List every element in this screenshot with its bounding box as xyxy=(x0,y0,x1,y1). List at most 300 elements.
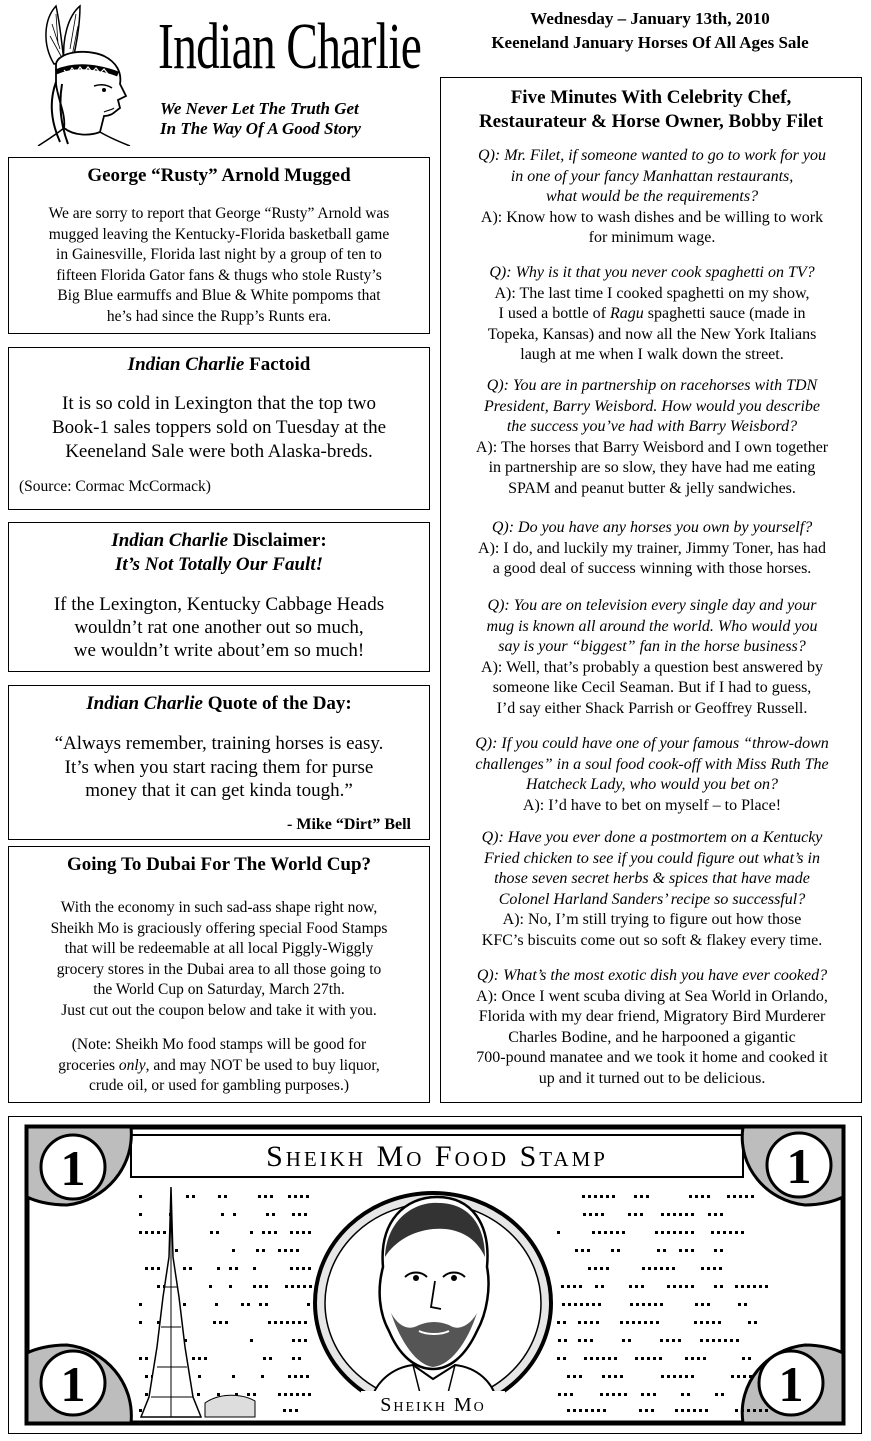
micro-dot xyxy=(706,1321,709,1324)
micro-dot xyxy=(561,1285,564,1288)
micro-dot xyxy=(638,1321,641,1324)
micro-dot xyxy=(630,1303,633,1306)
micro-dot xyxy=(595,1213,598,1216)
micro-dot xyxy=(157,1267,160,1270)
disclaimer-line: If the Lexington, Kentucky Cabbage Heads xyxy=(53,594,385,615)
micro-dot xyxy=(699,1409,702,1412)
note-part: , and may NOT be used to buy liquor, xyxy=(145,1056,380,1074)
micro-dot xyxy=(151,1267,154,1270)
micro-dot xyxy=(296,1231,299,1234)
micro-dot xyxy=(215,1303,218,1306)
micro-dot xyxy=(748,1321,751,1324)
question-line: in one of your fancy Manhattan restaurants, xyxy=(510,167,794,185)
micro-dot xyxy=(163,1231,166,1234)
micro-dot xyxy=(601,1213,604,1216)
micro-dot xyxy=(673,1375,676,1378)
factoid-line: It is so cold in Lexington that the top two xyxy=(62,393,376,414)
micro-dot xyxy=(717,1231,720,1234)
dubai-box xyxy=(8,846,430,1103)
micro-dot xyxy=(596,1321,599,1324)
micro-dot xyxy=(715,1393,718,1396)
micro-dot xyxy=(617,1249,620,1252)
micro-dot xyxy=(654,1267,657,1270)
story-line: We are sorry to report that George “Rusty” Arnold was xyxy=(48,205,390,222)
dubai-note-line: crude oil, or used for gambling purposes.) xyxy=(89,1077,349,1094)
micro-dot xyxy=(253,1393,256,1396)
quote-box xyxy=(8,685,430,840)
micro-dot xyxy=(225,1321,228,1324)
micro-dot xyxy=(274,1321,277,1324)
micro-dot xyxy=(628,1339,631,1342)
micro-dot xyxy=(679,1231,682,1234)
micro-dot xyxy=(691,1357,694,1360)
micro-dot xyxy=(641,1357,644,1360)
micro-dot xyxy=(705,1409,708,1412)
micro-dot xyxy=(730,1339,733,1342)
micro-dot xyxy=(720,1249,723,1252)
micro-dot xyxy=(259,1285,262,1288)
micro-dot xyxy=(268,1231,271,1234)
micro-dot xyxy=(679,1213,682,1216)
micro-dot xyxy=(268,1321,271,1324)
micro-dot xyxy=(295,1409,298,1412)
micro-dot xyxy=(733,1195,736,1198)
micro-dot xyxy=(691,1375,694,1378)
micro-dot xyxy=(307,1303,310,1306)
micro-dot xyxy=(660,1339,663,1342)
micro-dot xyxy=(192,1195,195,1198)
micro-dot xyxy=(679,1375,682,1378)
micro-dot xyxy=(708,1213,711,1216)
answer-line: I’d say either Shack Parrish or Geoffrey Russell. xyxy=(496,699,808,717)
micro-dot xyxy=(744,1303,747,1306)
denomination-top-left: 1 xyxy=(60,1140,86,1196)
micro-dot xyxy=(622,1339,625,1342)
micro-dot xyxy=(594,1267,597,1270)
question-line: Q): What’s the most exotic dish you have ever cooked? xyxy=(476,967,828,984)
micro-dot xyxy=(558,1339,561,1342)
micro-dot xyxy=(635,1285,638,1288)
micro-dot xyxy=(687,1393,690,1396)
qa-item xyxy=(451,376,853,499)
micro-dot xyxy=(701,1267,704,1270)
disclaimer-line: we wouldn’t write about’em so much! xyxy=(73,640,365,661)
answer-line: in partnership are so slow, they have had me eating xyxy=(488,459,816,476)
micro-dot xyxy=(691,1213,694,1216)
question-line: Hatcheck Lady, who would you bet on? xyxy=(526,776,778,793)
micro-dot xyxy=(703,1357,706,1360)
micro-dot xyxy=(685,1213,688,1216)
micro-dot xyxy=(616,1231,619,1234)
dubai-line: Just cut out the coupon below and take it with you. xyxy=(61,1001,377,1019)
micro-dot xyxy=(232,1249,235,1252)
micro-dot xyxy=(262,1249,265,1252)
answer-line: 700-pound manatee and we took it home and cooked it xyxy=(476,1049,828,1066)
micro-dot xyxy=(724,1339,727,1342)
micro-dot xyxy=(592,1303,595,1306)
micro-dot xyxy=(298,1339,301,1342)
micro-dot xyxy=(590,1339,593,1342)
micro-dot xyxy=(198,1375,201,1378)
disclaimer-subtitle: It’s Not Totally Our Fault! xyxy=(115,554,323,575)
micro-dot xyxy=(189,1267,192,1270)
micro-dot xyxy=(687,1409,690,1412)
micro-dot xyxy=(235,1267,238,1270)
micro-dot xyxy=(685,1357,688,1360)
masthead-tagline-line1: We Never Let The Truth Get xyxy=(160,99,359,118)
dubai-line: grocery stores in the Dubai area to all those going to xyxy=(56,960,382,978)
question-line: Q): If you could have one of your famous “throw-down xyxy=(475,735,829,752)
micro-dot xyxy=(588,1267,591,1270)
micro-dot xyxy=(735,1409,738,1412)
micro-dot xyxy=(587,1249,590,1252)
micro-dot xyxy=(592,1231,595,1234)
dubai-title: Going To Dubai For The World Cup? xyxy=(66,854,372,875)
micro-dot xyxy=(270,1195,273,1198)
micro-dot xyxy=(629,1285,632,1288)
micro-dot xyxy=(640,1195,643,1198)
micro-dot xyxy=(302,1393,305,1396)
micro-dot xyxy=(765,1285,768,1288)
micro-dot xyxy=(646,1195,649,1198)
micro-dot xyxy=(591,1409,594,1412)
answer-line: up and it turned out to be delicious. xyxy=(538,1069,766,1087)
indian-head-logo-icon xyxy=(34,4,134,146)
micro-dot xyxy=(736,1339,739,1342)
micro-dot xyxy=(298,1321,301,1324)
micro-dot xyxy=(691,1231,694,1234)
micro-dot xyxy=(595,1285,598,1288)
interview-box xyxy=(440,77,862,1103)
micro-dot xyxy=(648,1267,651,1270)
micro-dot xyxy=(224,1195,227,1198)
micro-dot xyxy=(743,1375,746,1378)
micro-dot xyxy=(304,1321,307,1324)
micro-dot xyxy=(721,1393,724,1396)
micro-dot xyxy=(714,1249,717,1252)
micro-dot xyxy=(253,1285,256,1288)
micro-dot xyxy=(288,1375,291,1378)
dubai-note-line xyxy=(15,1056,423,1077)
micro-dot xyxy=(685,1231,688,1234)
micro-dot xyxy=(247,1393,250,1396)
micro-dot xyxy=(584,1357,587,1360)
factoid-line: Keeneland Sale were both Alaska-breds. xyxy=(65,441,373,462)
micro-dot xyxy=(694,1321,697,1324)
micro-dot xyxy=(661,1231,664,1234)
story-title: George “Rusty” Arnold Mugged xyxy=(87,165,351,186)
micro-dot xyxy=(695,1195,698,1198)
micro-dot xyxy=(586,1303,589,1306)
micro-dot xyxy=(706,1339,709,1342)
micro-dot xyxy=(578,1339,581,1342)
micro-dot xyxy=(685,1375,688,1378)
micro-dot xyxy=(749,1375,752,1378)
dubai-note-line: (Note: Sheikh Mo food stamps will be good for xyxy=(71,1036,367,1053)
micro-dot xyxy=(679,1285,682,1288)
micro-dot xyxy=(216,1231,219,1234)
micro-dot xyxy=(600,1267,603,1270)
micro-dot xyxy=(145,1231,148,1234)
micro-dot xyxy=(563,1321,566,1324)
denomination-top-right: 1 xyxy=(786,1138,812,1194)
micro-dot xyxy=(589,1213,592,1216)
micro-dot xyxy=(765,1409,768,1412)
micro-dot xyxy=(612,1393,615,1396)
micro-dot xyxy=(678,1339,681,1342)
micro-dot xyxy=(198,1357,201,1360)
quote-attribution: - Mike “Dirt” Bell xyxy=(287,816,411,833)
micro-dot xyxy=(759,1285,762,1288)
micro-dot xyxy=(139,1303,142,1306)
micro-dot xyxy=(610,1231,613,1234)
micro-dot xyxy=(292,1339,295,1342)
micro-dot xyxy=(175,1249,178,1252)
micro-dot xyxy=(289,1409,292,1412)
micro-dot xyxy=(557,1231,560,1234)
question-line: what would be the requirements? xyxy=(545,188,759,205)
story-line: mugged leaving the Kentucky-Florida basketball game xyxy=(48,225,390,243)
micro-dot xyxy=(557,1357,560,1360)
interview-title-line: Five Minutes With Celebrity Chef, xyxy=(510,87,792,108)
micro-dot xyxy=(197,1393,200,1396)
micro-dot xyxy=(219,1321,222,1324)
micro-dot xyxy=(641,1285,644,1288)
micro-dot xyxy=(673,1231,676,1234)
title-rest: Quote of the Day: xyxy=(202,693,352,714)
micro-dot xyxy=(667,1231,670,1234)
micro-dot xyxy=(584,1339,587,1342)
micro-dot xyxy=(741,1231,744,1234)
answer-line: A): The last time I cooked spaghetti on my show, xyxy=(494,284,810,302)
micro-dot xyxy=(612,1195,615,1198)
micro-dot xyxy=(272,1213,275,1216)
micro-dot xyxy=(266,1213,269,1216)
micro-dot xyxy=(247,1303,250,1306)
answer-line: SPAM and peanut butter & jelly sandwiches. xyxy=(508,479,796,497)
micro-dot xyxy=(261,1375,264,1378)
micro-dot xyxy=(738,1303,741,1306)
micro-dot xyxy=(294,1375,297,1378)
micro-dot xyxy=(667,1375,670,1378)
micro-dot xyxy=(302,1231,305,1234)
micro-dot xyxy=(729,1231,732,1234)
micro-dot xyxy=(681,1393,684,1396)
micro-dot xyxy=(700,1339,703,1342)
micro-dot xyxy=(217,1267,220,1270)
micro-dot xyxy=(291,1285,294,1288)
qa-item xyxy=(451,518,853,580)
qa-item xyxy=(451,263,853,366)
micro-dot xyxy=(290,1249,293,1252)
micro-dot xyxy=(582,1195,585,1198)
disclaimer-title xyxy=(9,530,429,552)
micro-dot xyxy=(274,1231,277,1234)
micro-dot xyxy=(667,1213,670,1216)
dubai-body xyxy=(15,898,423,1021)
question-line: Fried chicken to see if you could figure out what’s in xyxy=(484,849,820,867)
micro-dot xyxy=(300,1375,303,1378)
question-line: President, Barry Weisbord. How would you describe xyxy=(484,397,820,415)
micro-dot xyxy=(579,1375,582,1378)
story-line: fifteen Florida Gator fans & thugs who stole Rusty’s xyxy=(56,266,382,284)
note-part: groceries xyxy=(58,1056,119,1074)
micro-dot xyxy=(639,1409,642,1412)
micro-dot xyxy=(256,1249,259,1252)
micro-dot xyxy=(306,1375,309,1378)
denomination-bottom-left: 1 xyxy=(60,1356,86,1412)
micro-dot xyxy=(697,1357,700,1360)
factoid-line: Book-1 sales toppers sold on Tuesday at the xyxy=(51,417,387,438)
micro-dot xyxy=(723,1231,726,1234)
micro-dot xyxy=(139,1213,142,1216)
micro-dot xyxy=(573,1375,576,1378)
micro-dot xyxy=(656,1321,659,1324)
quote-body xyxy=(15,732,423,803)
micro-dot xyxy=(741,1409,744,1412)
story-body xyxy=(15,204,423,327)
question-line: the success you’ve had with Barry Weisbord? xyxy=(506,418,798,435)
micro-dot xyxy=(642,1267,645,1270)
micro-dot xyxy=(606,1267,609,1270)
micro-dot xyxy=(753,1285,756,1288)
micro-dot xyxy=(590,1357,593,1360)
micro-dot xyxy=(602,1375,605,1378)
micro-dot xyxy=(217,1393,220,1396)
question-line: challenges” in a soul food cook-off with Miss Ruth The xyxy=(475,755,829,773)
micro-dot xyxy=(139,1409,142,1412)
micro-dot xyxy=(685,1249,688,1252)
factoid-box xyxy=(8,347,430,510)
micro-dot xyxy=(741,1285,744,1288)
title-italic: Indian Charlie xyxy=(127,354,245,375)
micro-dot xyxy=(590,1321,593,1324)
micro-dot xyxy=(250,1231,253,1234)
micro-dot xyxy=(308,1393,311,1396)
micro-dot xyxy=(711,1231,714,1234)
micro-dot xyxy=(588,1195,591,1198)
micro-dot xyxy=(139,1321,142,1324)
micro-dot xyxy=(585,1409,588,1412)
micro-dot xyxy=(634,1213,637,1216)
micro-dot xyxy=(689,1195,692,1198)
micro-dot xyxy=(672,1339,675,1342)
micro-dot xyxy=(657,1249,660,1252)
title-rest: Disclaimer: xyxy=(228,530,327,551)
micro-dot xyxy=(759,1409,762,1412)
interview-title xyxy=(441,86,861,134)
micro-dot xyxy=(300,1195,303,1198)
micro-dot xyxy=(673,1285,676,1288)
micro-dot xyxy=(233,1213,236,1216)
micro-dot xyxy=(594,1195,597,1198)
micro-dot xyxy=(296,1393,299,1396)
micro-dot xyxy=(278,1393,281,1396)
quote-line: It’s when you start racing them for purse xyxy=(64,756,374,778)
micro-dot xyxy=(308,1231,311,1234)
micro-dot xyxy=(614,1375,617,1378)
micro-dot xyxy=(691,1285,694,1288)
micro-dot xyxy=(700,1321,703,1324)
food-stamp-coupon xyxy=(8,1116,862,1434)
question-line: Q): You are in partnership on racehorses with TDN xyxy=(486,377,818,394)
micro-dot xyxy=(695,1303,698,1306)
micro-dot xyxy=(578,1321,581,1324)
micro-dot xyxy=(294,1195,297,1198)
quote-line: money that it can get kinda tough.” xyxy=(85,780,353,801)
answer-line: KFC’s biscuits come out so soft & flakey every time. xyxy=(481,931,823,949)
micro-dot xyxy=(620,1321,623,1324)
micro-dot xyxy=(707,1267,710,1270)
micro-dot xyxy=(218,1195,221,1198)
micro-dot xyxy=(297,1285,300,1288)
micro-dot xyxy=(265,1303,268,1306)
micro-dot xyxy=(183,1303,186,1306)
story-rusty-arnold xyxy=(8,157,430,334)
micro-dot xyxy=(661,1375,664,1378)
micro-dot xyxy=(663,1249,666,1252)
micro-dot xyxy=(727,1195,730,1198)
answer-line: laugh at me when I walk down the street. xyxy=(520,346,784,363)
micro-dot xyxy=(229,1285,232,1288)
micro-dot xyxy=(659,1357,662,1360)
denomination-bottom-right: 1 xyxy=(778,1356,804,1412)
micro-dot xyxy=(641,1393,644,1396)
micro-dot xyxy=(296,1249,299,1252)
micro-dot xyxy=(579,1285,582,1288)
micro-dot xyxy=(735,1231,738,1234)
micro-dot xyxy=(655,1231,658,1234)
micro-dot xyxy=(754,1321,757,1324)
micro-dot xyxy=(292,1321,295,1324)
micro-dot xyxy=(145,1375,148,1378)
question-line: Q): Why is it that you never cook spaghetti on TV? xyxy=(489,264,815,281)
micro-dot xyxy=(707,1303,710,1306)
issue-event: Keeneland January Horses Of All Ages Sale xyxy=(491,33,809,52)
micro-dot xyxy=(304,1213,307,1216)
micro-dot xyxy=(292,1213,295,1216)
micro-dot xyxy=(602,1357,605,1360)
micro-dot xyxy=(712,1339,715,1342)
sheikh-mo-portrait xyxy=(315,1193,551,1417)
micro-dot xyxy=(714,1213,717,1216)
micro-dot xyxy=(739,1195,742,1198)
micro-dot xyxy=(747,1285,750,1288)
micro-dot xyxy=(653,1357,656,1360)
micro-dot xyxy=(628,1213,631,1216)
micro-dot xyxy=(250,1339,253,1342)
micro-dot xyxy=(648,1303,651,1306)
answer-line: A): I’d have to bet on myself – to Place! xyxy=(522,796,782,814)
micro-dot xyxy=(262,1231,265,1234)
micro-dot xyxy=(209,1285,212,1288)
micro-dot xyxy=(660,1303,663,1306)
story-line: in Gainesville, Florida last night by a group of ten to xyxy=(56,246,382,263)
micro-dot xyxy=(306,1195,309,1198)
micro-dot xyxy=(737,1375,740,1378)
micro-dot xyxy=(557,1321,560,1324)
micro-dot xyxy=(210,1231,213,1234)
micro-dot xyxy=(597,1409,600,1412)
micro-dot xyxy=(213,1321,216,1324)
micro-dot xyxy=(232,1375,235,1378)
micro-dot xyxy=(558,1393,561,1396)
micro-dot xyxy=(636,1303,639,1306)
answer-line: for minimum wage. xyxy=(588,229,716,246)
micro-dot xyxy=(284,1393,287,1396)
micro-dot xyxy=(288,1195,291,1198)
micro-dot xyxy=(183,1267,186,1270)
